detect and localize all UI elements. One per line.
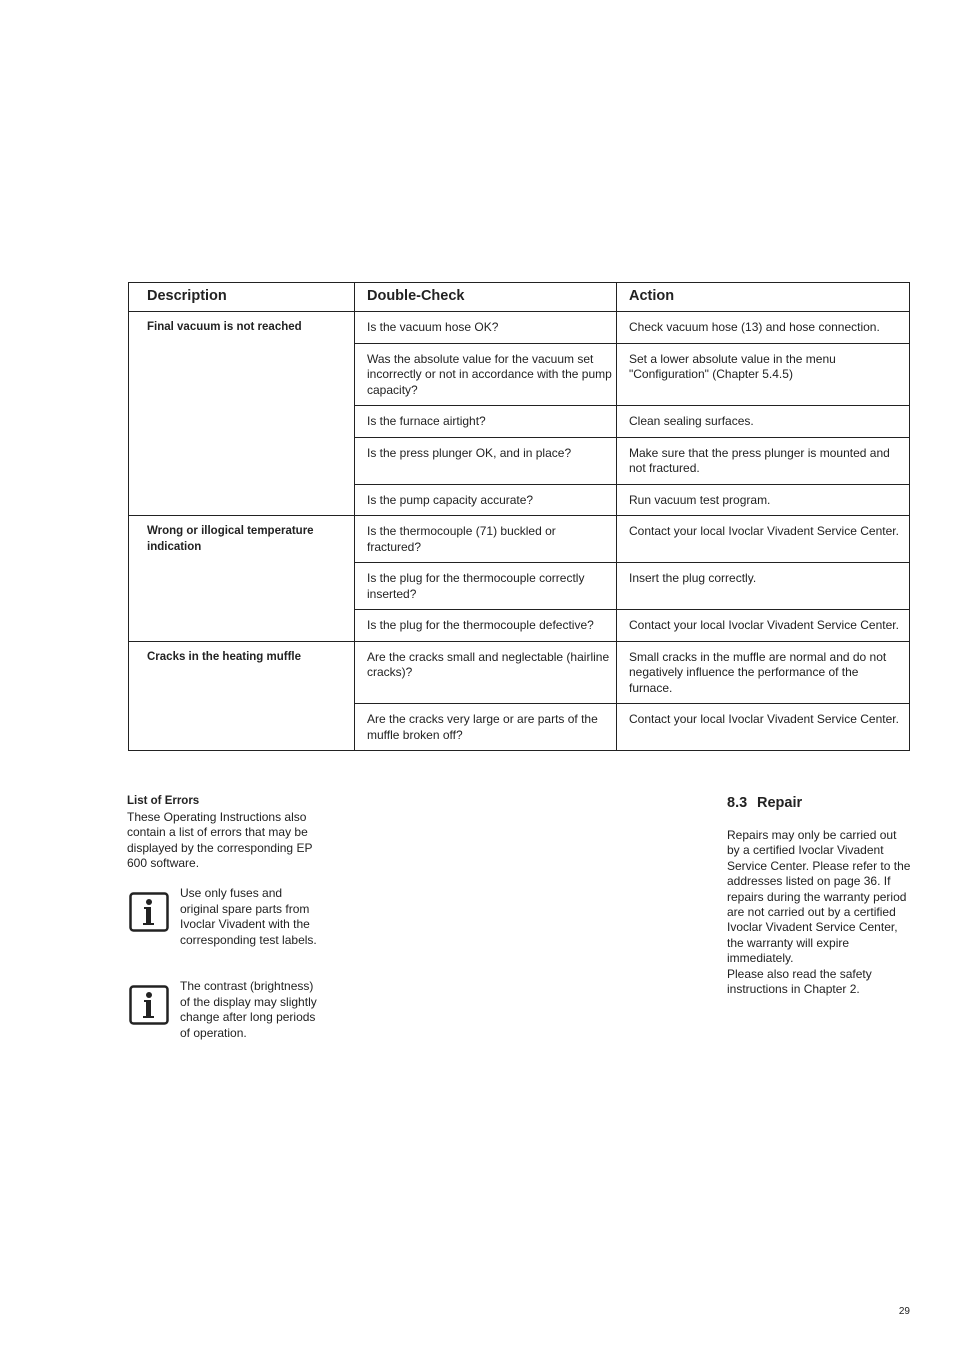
section-title: Repair	[757, 795, 803, 811]
header-description: Description	[129, 283, 355, 312]
header-action: Action	[617, 283, 910, 312]
double-check-cell: Is the thermocouple (71) buckled or fractured?	[355, 516, 617, 563]
info-note-text: The contrast (brightness) of the display may slightly change after long periods of operation.	[180, 979, 317, 1040]
table-row	[129, 516, 910, 563]
action-cell: Make sure that the press plunger is mounted and not fractured.	[617, 437, 910, 484]
action-cell: Contact your local Ivoclar Vivadent Service Center.	[617, 516, 910, 563]
list-of-errors-heading: List of Errors	[127, 795, 200, 807]
action-cell: Contact your local Ivoclar Vivadent Service Center.	[617, 610, 910, 642]
list-of-errors-body: These Operating Instructions also contain a list of errors that may be displayed by the corresponding EP 600 software.	[127, 809, 313, 870]
header-double-check: Double-Check	[355, 283, 617, 312]
double-check-cell: Is the pump capacity accurate?	[355, 484, 617, 516]
problem-description: Wrong or illogical temperature indication	[129, 516, 355, 642]
double-check-cell: Is the plug for the thermocouple correctly inserted?	[355, 563, 617, 610]
action-cell: Check vacuum hose (13) and hose connection.	[617, 312, 910, 344]
repair-text-2: Please also read the safety instructions in Chapter 2.	[727, 966, 872, 997]
section-heading	[727, 794, 912, 812]
action-cell: Set a lower absolute value in the menu "Configuration" (Chapter 5.4.5)	[617, 343, 910, 406]
double-check-cell: Is the furnace airtight?	[355, 406, 617, 438]
table-row	[129, 312, 910, 344]
action-cell: Clean sealing surfaces.	[617, 406, 910, 438]
table-header-row	[129, 283, 910, 312]
action-cell: Run vacuum test program.	[617, 484, 910, 516]
problem-description: Cracks in the heating muffle	[129, 641, 355, 751]
problem-description: Final vacuum is not reached	[129, 312, 355, 516]
repair-section	[727, 794, 912, 997]
double-check-cell: Is the vacuum hose OK?	[355, 312, 617, 344]
action-cell: Small cracks in the muffle are normal and do not negatively influence the performance of the furnace.	[617, 641, 910, 704]
action-cell: Contact your local Ivoclar Vivadent Service Center.	[617, 704, 910, 751]
page-number: 29	[898, 1306, 910, 1317]
info-note-text: Use only fuses and original spare parts from Ivoclar Vivadent with the corresponding test labels.	[180, 886, 317, 947]
info-icon	[129, 985, 169, 1025]
list-of-errors-section	[127, 794, 317, 872]
section-number: 8.3	[727, 795, 748, 811]
double-check-cell: Was the absolute value for the vacuum set incorrectly or not in accordance with the pump capacity?	[355, 343, 617, 406]
double-check-cell: Is the plug for the thermocouple defective?	[355, 610, 617, 642]
action-cell: Insert the plug correctly.	[617, 563, 910, 610]
table-row	[129, 641, 910, 704]
info-icon	[129, 892, 169, 932]
double-check-cell: Are the cracks very large or are parts of the muffle broken off?	[355, 704, 617, 751]
double-check-cell: Are the cracks small and neglectable (hairline cracks)?	[355, 641, 617, 704]
repair-text: Repairs may only be carried out by a certified Ivoclar Vivadent Service Center. Please refer to the addresses listed on page 36. If repairs during the warranty period are not carried out by a certified Ivoclar Vivadent Service Center, the warranty will expire immediately.	[727, 828, 911, 966]
repair-body	[727, 828, 912, 997]
troubleshooting-table	[128, 282, 910, 751]
double-check-cell: Is the press plunger OK, and in place?	[355, 437, 617, 484]
